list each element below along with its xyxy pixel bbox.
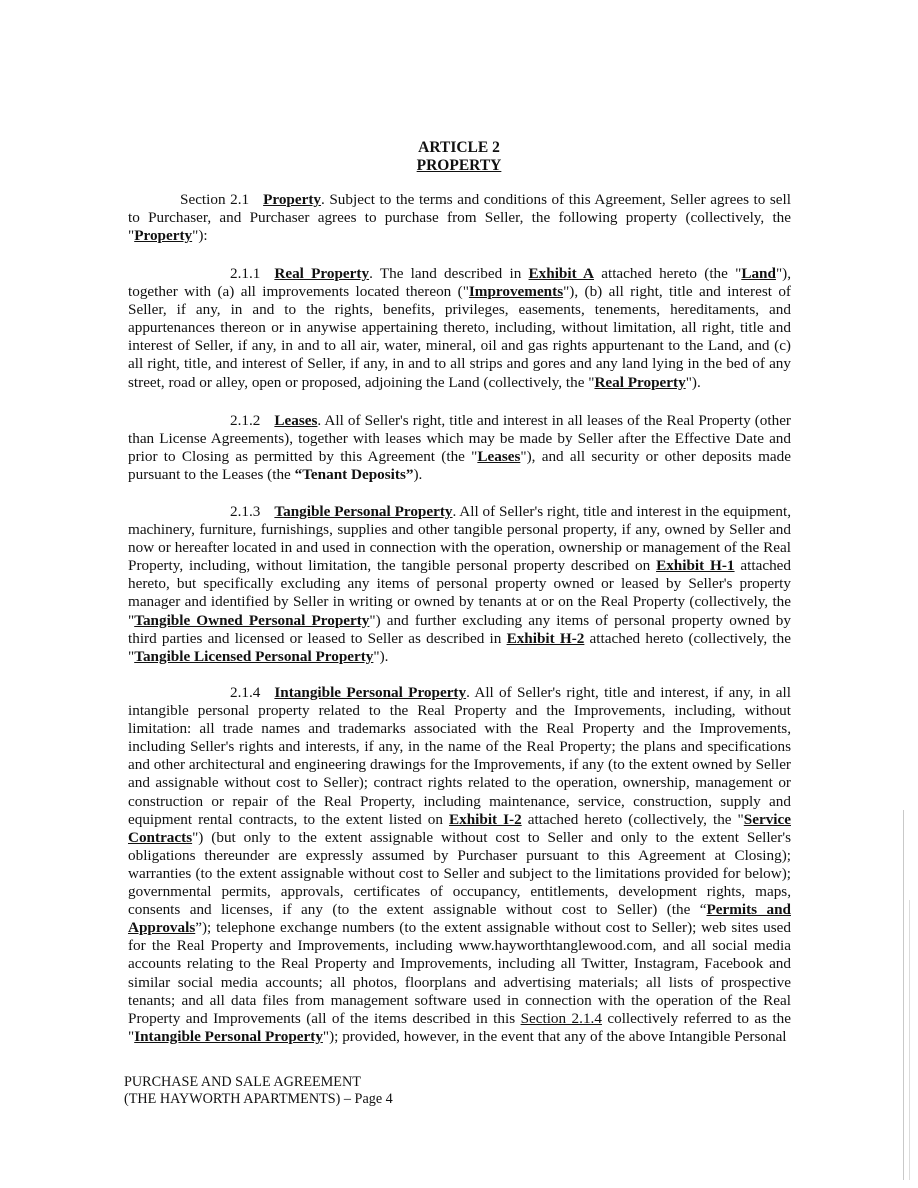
section-text: ).: [413, 466, 423, 484]
defined-term: Land: [741, 265, 776, 282]
section-text: attached hereto (collectively, the ": [128, 629, 791, 665]
defined-term: Tangible Licensed Personal Property: [134, 647, 374, 665]
section-text: . All of Seller's right, title and interest, if any, in all intangible personal property related to the Real Property and the Improvements, including, without limitation: all trade names and trademarks associated with the Real Property and the Improvements, including Seller's rights and interests, if any, in the name of the Real Property; the plans and specifications and other architectural and engineering drawings for the Improvements, if any (to the extent owned by Seller and assignable without cost to Seller); contract rights related to the operation, ownership, management or construction or repair of the Real Property, including maintenance, service, construction, supply and equipment rental contracts, to the extent listed on: [128, 684, 791, 828]
section-2-1-2: [128, 412, 791, 484]
section-text: "):: [192, 227, 208, 245]
section-text: attached hereto, but specifically excluding any items of personal property owned or leased by Seller's property manager and identified by Seller in writing or owned by tenants at or on the Real Property (collectively, the ": [128, 557, 791, 629]
section-title: Intangible Personal Property: [274, 684, 467, 701]
defined-term: Permits and Approvals: [128, 901, 791, 937]
section-text: . The land described in: [369, 265, 529, 282]
exhibit-reference: Exhibit I-2: [448, 810, 522, 828]
section-text: . All of Seller's right, title and interest in the equipment, machinery, furniture, furnishings, supplies and other tangible personal property, if any, owned by Seller and now or hereafter located in and used in connection with the operation, ownership or management of the Real Property, including, without limitation, the tangible personal property described on: [128, 503, 792, 575]
section-number: 2.1.1: [230, 265, 261, 282]
section-number: 2.1.4: [230, 684, 261, 701]
section-text: "), and all security or other deposits made pursuant to the Leases (the: [128, 448, 791, 484]
section-2-1-3: [128, 503, 791, 666]
section-title: Property: [263, 191, 322, 208]
exhibit-reference: Exhibit H-1: [656, 557, 735, 575]
defined-term: Property: [134, 227, 193, 245]
page-footer: [124, 1074, 393, 1108]
section-text: . All of Seller's right, title and interest in all leases of the Real Property (other than License Agreements), together with leases which may be made by Seller after the Effective Date and prior to Closing as permitted by this Agreement (the ": [128, 412, 791, 466]
section-text: . Subject to the terms and conditions of this Agreement, Seller agrees to sell to Purchaser, and Purchaser agrees to purchase from Seller, the following property (collectively, the ": [128, 191, 791, 245]
section-text: "), together with (a) all improvements located thereon (": [128, 265, 791, 301]
section-text: attached hereto (collectively, the ": [521, 810, 744, 828]
section-text: "), (b) all right, title and interest of Seller, if any, in and to the rights, benefits, privileges, easements, tenements, hereditaments, and appurtenances thereon or in anywise appertaining thereto, including, without limitation, all right, title and interest of Seller, if any, in and to all air, water, mineral, oil and gas rights appurtenant to the Land, and (c) all right, title, and interest of Seller, if any, in and to all strips and gores and any land lying in the bed of any street, road or alley, open or proposed, adjoining the Land (collectively, the ": [128, 283, 791, 391]
section-text: ") (but only to the extent assignable without cost to Seller and only to the extent Seller's obligations thereunder are expressly assumed by Purchaser pursuant to this Agreement at Closing); warranties (to the extent assignable without cost to Seller and subject to the limitations provided for below); governmental permits, approvals, certificates of occupancy, entitlements, development rights, maps, consents and licenses, if any (to the extent assignable without cost to Seller) (the “: [128, 828, 791, 919]
section-title: Real Property: [274, 265, 370, 282]
defined-term: “Tenant Deposits”: [294, 466, 414, 484]
article-number: ARTICLE 2: [418, 139, 500, 156]
defined-term: Service Contracts: [128, 810, 791, 846]
section-2-1: [128, 191, 791, 245]
section-number: Section 2.1: [180, 191, 250, 208]
section-number: 2.1.3: [230, 503, 261, 520]
exhibit-reference: Exhibit A: [528, 265, 595, 282]
section-2-1-1: [128, 265, 791, 392]
section-text: ”); telephone exchange numbers (to the extent assignable without cost to Seller); web sites used for the Real Property and Improvements, including www.hayworthtanglewood.com, and all social media accounts relating to the Real Property and Improvements, including all Twitter, Instagram, Facebook and similar social media accounts; all photos, floorplans and advertising materials; all lists of prospective tenants; and all data files from management software used in connection with the operation of the Real Property and Improvements (all of the items described in this: [128, 919, 791, 1027]
section-title: Tangible Personal Property: [274, 503, 453, 520]
article-title: PROPERTY: [416, 157, 502, 174]
exhibit-reference: Exhibit H-2: [506, 629, 585, 647]
section-text: attached hereto (the ": [594, 265, 742, 282]
defined-term: Real Property: [594, 373, 686, 391]
defined-term: Tangible Owned Personal Property: [134, 611, 370, 629]
scan-edge-line: [909, 900, 910, 1180]
section-text: collectively referred to as the ": [128, 1009, 791, 1045]
section-title: Leases: [274, 412, 318, 429]
section-number: 2.1.2: [230, 412, 261, 429]
footer-line-1: PURCHASE AND SALE AGREEMENT: [124, 1074, 361, 1090]
section-2-1-4: [128, 684, 791, 1046]
defined-term: Intangible Personal Property: [134, 1027, 323, 1045]
defined-term: Improvements: [468, 283, 564, 301]
scan-edge-line: [903, 810, 904, 1180]
footer-line-2: (THE HAYWORTH APARTMENTS) – Page 4: [124, 1091, 393, 1107]
defined-term: Leases: [477, 448, 521, 466]
section-text: "); provided, however, in the event that any of the above Intangible Personal: [322, 1027, 787, 1045]
section-text: ") and further excluding any items of personal property owned by third parties and licensed or leased to Seller as described in: [128, 611, 791, 647]
section-text: ").: [685, 373, 701, 391]
section-text: ").: [373, 647, 389, 665]
section-reference: Section 2.1.4: [520, 1009, 602, 1027]
